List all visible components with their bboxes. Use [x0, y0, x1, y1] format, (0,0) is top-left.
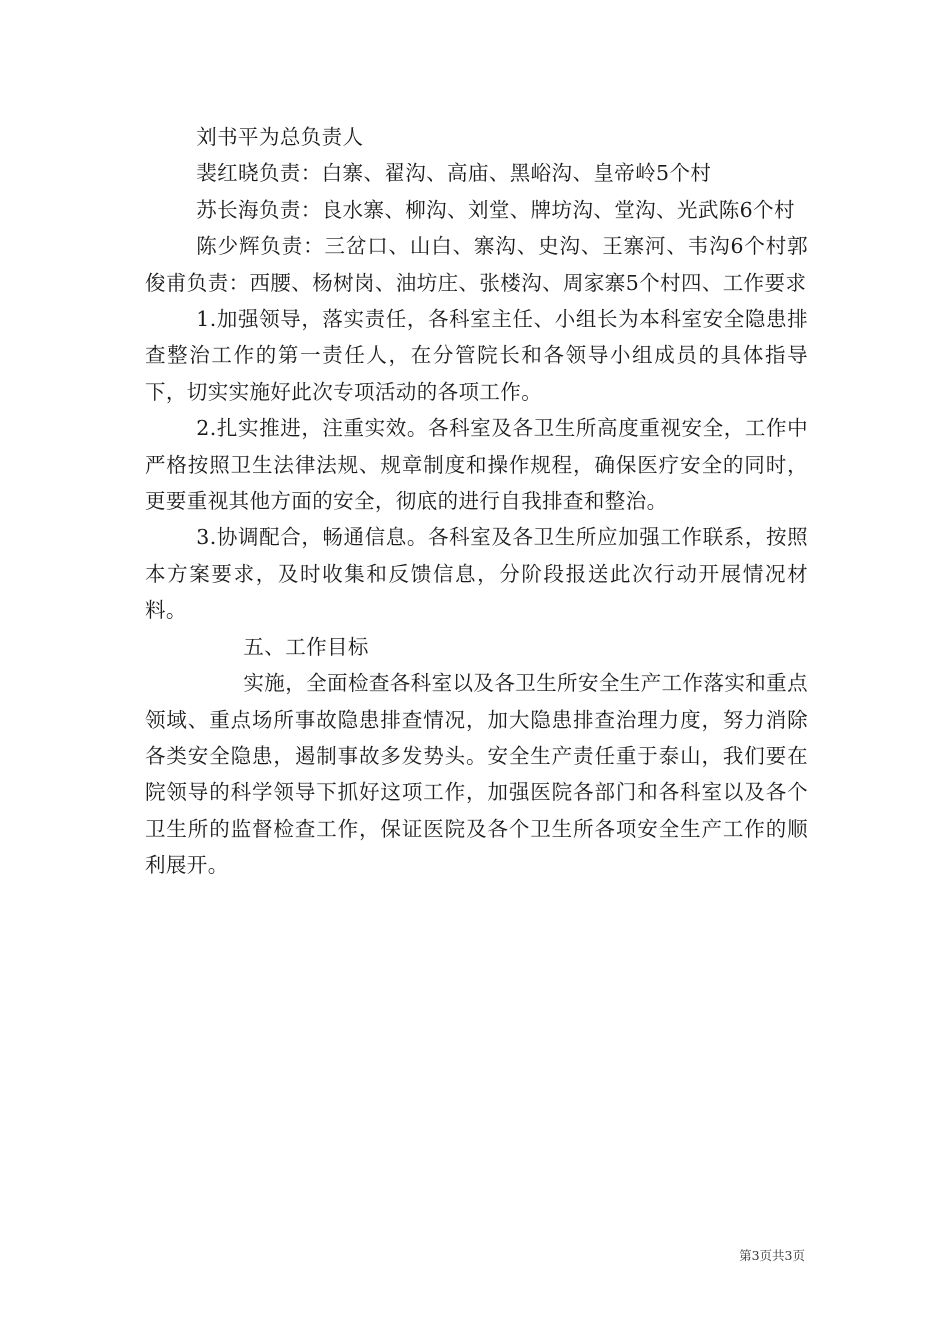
paragraph-requirement-1: 1.加强领导，落实责任，各科室主任、小组长为本科室安全隐患排查整治工作的第一责任人，在分管院长和各领导小组成员的具体指导下，切实实施好此次专项活动的各项工作。: [145, 307, 808, 404]
paragraph-chen-guo: 陈少辉负责：三岔口、山白、寨沟、史沟、王寨河、韦沟6个村郭俊甫负责：西腰、杨树岗、油坊庄、张楼沟、周家寨5个村四、工作要求: [145, 234, 808, 295]
section-heading-goals: 五、工作目标: [243, 634, 369, 659]
paragraph-goals: 实施，全面检查各科室以及各卫生所安全生产工作落实和重点领域、重点场所事故隐患排查情况，加大隐患排查治理力度，努力消除各类安全隐患，遏制事故多发势头。安全生产责任重于泰山，我们要在院领导的科学领导下抓好这项工作，加强医院各部门和各科室以及各个卫生所的监督检查工作，保证医院及各个卫生所各项安全生产工作的顺利展开。: [145, 671, 808, 878]
document-body: [145, 119, 808, 884]
paragraph-leader: 刘书平为总负责人: [196, 125, 364, 149]
paragraph-su: 苏长海负责：良水寨、柳沟、刘堂、牌坊沟、堂沟、光武陈6个村: [196, 197, 795, 222]
paragraph-pei: 裴红晓负责：白寨、翟沟、高庙、黑峪沟、皇帝岭5个村: [196, 161, 712, 186]
page-footer: 第3页共3页: [739, 1248, 805, 1263]
paragraph-requirement-2: 2.扎实推进，注重实效。各科室及各卫生所高度重视安全，工作中严格按照卫生法律法规、规章制度和操作规程，确保医疗安全的同时，更要重视其他方面的安全，彻底的进行自我排查和整治。: [145, 416, 808, 514]
paragraph-requirement-3: 3.协调配合，畅通信息。各科室及各卫生所应加强工作联系，按照本方案要求，及时收集和反馈信息，分阶段报送此次行动开展情况材料。: [145, 525, 808, 623]
